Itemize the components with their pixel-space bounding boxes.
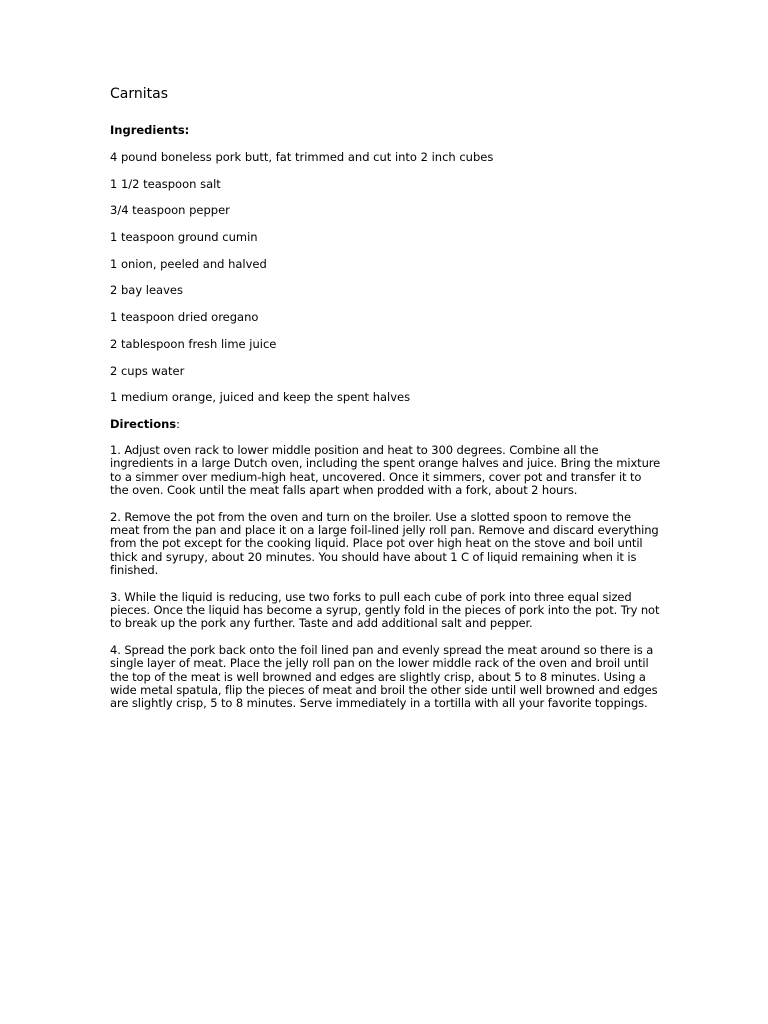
ingredient-item: 1 teaspoon ground cumin	[110, 230, 258, 245]
ingredient-item: 1 1/2 teaspoon salt	[110, 176, 221, 191]
ingredient-item: 1 onion, peeled and halved	[110, 256, 267, 271]
ingredient-item: 4 pound boneless pork butt, fat trimmed and cut into 2 inch cubes	[110, 150, 494, 164]
direction-step: 2. Remove the pot from the oven and turn on the broiler. Use a slotted spoon to remove the meat from the pan and place it on a large foil-lined jelly roll pan. Remove and discard everything from the pot except for the cooking liquid. Place pot over high heat on the stove and boil until thick and syrupy, about 20 minutes. You should have about 1 C of liquid remaining when it is finished.	[110, 509, 659, 578]
ingredient-item: 2 cups water	[110, 363, 185, 378]
recipe-title: Carnitas	[110, 86, 168, 102]
ingredients-list	[110, 150, 662, 404]
document-page	[110, 86, 662, 724]
ingredient-item: 1 teaspoon dried oregano	[110, 310, 259, 325]
directions-heading-colon: :	[176, 416, 181, 431]
ingredients-heading: Ingredients:	[110, 123, 190, 137]
directions-list	[110, 444, 662, 711]
direction-step: 1. Adjust oven rack to lower middle position and heat to 300 degrees. Combine all the ingredients in a large Dutch oven, including the spent orange halves and juice. Bring the mixture to a simmer over medium-high heat, uncovered. Once it simmers, cover pot and transfer it to the oven. Cook until the meat falls apart when prodded with a fork, about 2 hours.	[110, 442, 661, 498]
ingredient-item: 3/4 teaspoon pepper	[110, 203, 230, 218]
ingredient-item: 2 bay leaves	[110, 283, 183, 298]
direction-step: 4. Spread the pork back onto the foil lined pan and evenly spread the meat around so there is a single layer of meat. Place the jelly roll pan on the lower middle rack of the oven and broil until the top of the meat is well browned and edges are slightly crisp, about 5 to 8 minutes. Using a wide metal spatula, flip the pieces of meat and broil the other side until well browned and edges are slightly crisp, 5 to 8 minutes. Serve immediately in a tortilla with all your favorite toppings.	[110, 642, 658, 711]
direction-step: 3. While the liquid is reducing, use two forks to pull each cube of pork into three equal sized pieces. Once the liquid has become a syrup, gently fold in the pieces of pork into the pot. Try not to break up the pork any further. Taste and add additional salt and pepper.	[110, 589, 660, 631]
ingredient-item: 2 tablespoon fresh lime juice	[110, 336, 277, 351]
directions-heading	[110, 417, 662, 431]
directions-heading-text: Directions	[110, 416, 177, 431]
ingredient-item: 1 medium orange, juiced and keep the spent halves	[110, 390, 411, 405]
